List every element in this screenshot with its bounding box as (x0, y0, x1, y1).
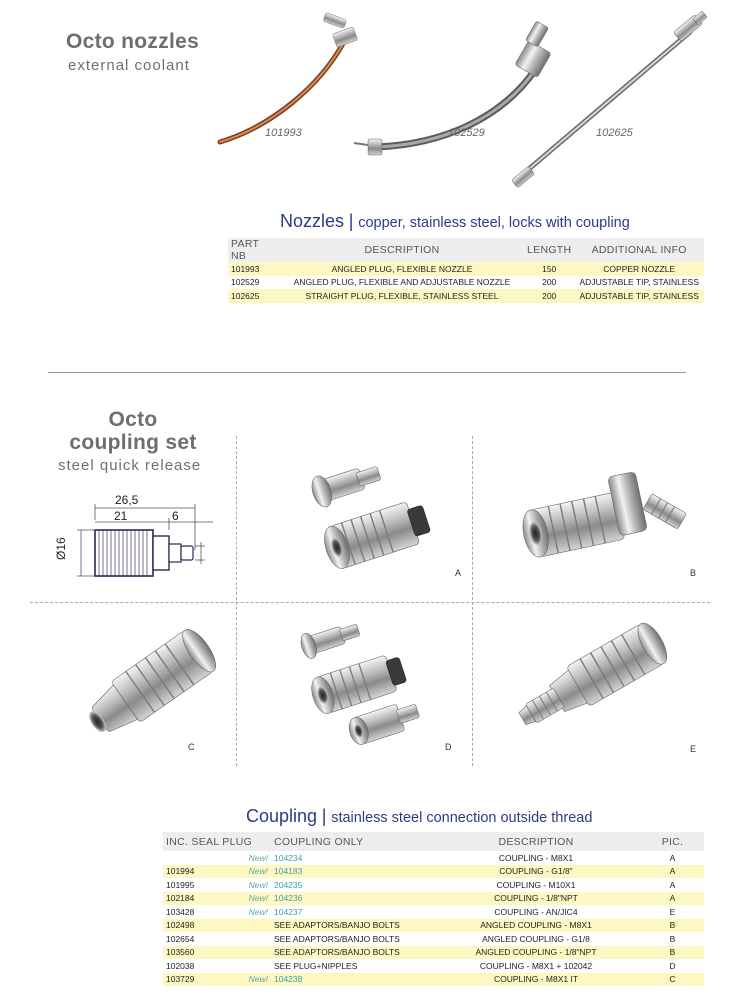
table-row (163, 919, 704, 933)
pic-label-e: E (690, 744, 697, 754)
new-badge: New! (248, 906, 268, 917)
coupling-table (163, 832, 704, 986)
col-inc-seal-plug: INC. SEAL PLUG (163, 832, 271, 851)
cell-seal-plug (163, 946, 271, 960)
cell-part: 102625 (228, 289, 280, 303)
col-additional-info: ADDITIONAL INFO (574, 238, 704, 262)
cell-coupling-only (271, 892, 431, 906)
seal-plug-part: 101995 (166, 879, 195, 890)
cell-pic: A (669, 879, 676, 890)
table-row (163, 932, 704, 946)
table-row (163, 973, 704, 987)
grid-divider-v2 (472, 436, 473, 766)
cell-description: COUPLING - M8X1 (498, 852, 574, 863)
nozzle-label-101993: 101993 (265, 127, 302, 139)
coupling-header-subtitle: steel quick release (58, 457, 202, 474)
cell-coupling-only (271, 946, 431, 960)
cell-coupling-only (271, 959, 431, 973)
coupling-pic-b-image (505, 455, 705, 575)
cell-coupling-only (271, 932, 431, 946)
cell-length: 200 (542, 277, 557, 288)
col-description: DESCRIPTION (431, 832, 641, 851)
cell-description: COUPLING - M8X1 IT (431, 973, 641, 987)
coupling-only-value: SEE ADAPTORS/BANJO BOLTS (274, 920, 400, 931)
coupling-technical-drawing (55, 488, 225, 588)
col-coupling-only: COUPLING ONLY (271, 832, 431, 851)
cell-description: STRAIGHT PLUG, FLEXIBLE, STAINLESS STEEL (280, 289, 524, 303)
cell-pic: A (641, 865, 704, 879)
cell-coupling-only (271, 919, 431, 933)
nozzles-title-subtitle: copper, stainless steel, locks with coupling (358, 215, 630, 231)
cell-description: ANGLED COUPLING - 1/8"NPT (431, 946, 641, 960)
coupling-only-value: 204235 (274, 879, 303, 890)
table-row (228, 289, 704, 303)
coupling-title-subtitle: stainless steel connection outside thread (331, 810, 593, 826)
coupling-only-value: 104238 (274, 974, 303, 985)
cell-info: ADJUSTABLE TIP, STAINLESS (579, 277, 699, 288)
coupling-header-line2: coupling set (69, 431, 197, 454)
dim-total: 26,5 (115, 493, 139, 507)
cell-pic: B (641, 919, 704, 933)
new-badge: New! (248, 866, 268, 877)
coupling-only-value: 104236 (274, 893, 303, 904)
coupling-pic-e-image (505, 615, 695, 735)
table-row (163, 851, 704, 865)
cell-pic: D (669, 960, 676, 971)
cell-description: COUPLING - G1/8" (431, 865, 641, 879)
cell-pic: A (669, 852, 676, 863)
nozzles-header-subtitle: external coolant (68, 57, 190, 74)
cell-description: COUPLING - 1/8"NPT (431, 892, 641, 906)
coupling-only-value: SEE ADAPTORS/BANJO BOLTS (274, 947, 400, 958)
cell-info: ADJUSTABLE TIP, STAINLESS (574, 289, 704, 303)
cell-description: COUPLING - M8X1 + 102042 (479, 960, 593, 971)
coupling-table-header (163, 832, 704, 851)
dim-diameter: Ø16 (54, 537, 68, 560)
table-row (228, 276, 704, 290)
cell-pic: C (641, 973, 704, 987)
coupling-section-title (246, 806, 592, 827)
table-row (163, 946, 704, 960)
nozzles-table-header (228, 238, 704, 262)
table-row (163, 892, 704, 906)
cell-pic: B (641, 946, 704, 960)
cell-seal-plug (163, 959, 271, 973)
pic-label-c: C (188, 742, 195, 752)
cell-seal-plug (163, 851, 271, 865)
cell-length: 150 (524, 262, 574, 276)
coupling-header-line1: Octo (108, 408, 158, 431)
cell-pic: E (669, 906, 676, 917)
col-description: DESCRIPTION (280, 238, 524, 262)
cell-description: ANGLED COUPLING - G1/8 (482, 933, 590, 944)
cell-coupling-only (271, 878, 431, 892)
coupling-pic-c-image (60, 620, 230, 750)
cell-coupling-only (271, 973, 431, 987)
cell-info: COPPER NOZZLE (574, 262, 704, 276)
cell-seal-plug (163, 865, 271, 879)
coupling-title-separator: | (321, 806, 327, 826)
coupling-pic-a-image (285, 445, 465, 585)
seal-plug-part: 102038 (166, 960, 195, 971)
seal-plug-part: 101994 (166, 866, 195, 877)
seal-plug-part: 103560 (166, 947, 195, 958)
table-row (228, 262, 704, 276)
grid-divider-v1 (236, 436, 237, 766)
seal-plug-part: 103428 (166, 906, 195, 917)
table-row (163, 878, 704, 892)
nozzles-section-title (280, 211, 630, 232)
nozzles-title-text: Nozzles (280, 211, 345, 231)
cell-description: ANGLED PLUG, FLEXIBLE NOZZLE (280, 262, 524, 276)
cell-length: 200 (524, 289, 574, 303)
cell-part: 102529 (231, 277, 260, 288)
cell-seal-plug (163, 919, 271, 933)
section-divider (48, 372, 686, 373)
table-row (163, 959, 704, 973)
new-badge: New! (248, 852, 268, 863)
coupling-only-value: 104237 (274, 906, 303, 917)
cell-seal-plug (163, 932, 271, 946)
coupling-title-text: Coupling (246, 806, 318, 826)
nozzle-label-102529: 102529 (448, 127, 485, 139)
seal-plug-part: 103729 (166, 974, 195, 985)
col-pic: PIC. (641, 832, 704, 851)
col-length: LENGTH (524, 238, 574, 262)
seal-plug-part: 102184 (166, 893, 195, 904)
cell-description: COUPLING - M10X1 (496, 879, 576, 890)
coupling-only-value: 104183 (274, 866, 303, 877)
dim-plug: 6 (172, 509, 179, 523)
coupling-only-value: SEE PLUG+NIPPLES (274, 960, 358, 971)
pic-label-d: D (445, 742, 452, 752)
coupling-pic-d-image (280, 610, 460, 760)
cell-seal-plug (163, 973, 271, 987)
nozzles-table (228, 238, 704, 303)
new-badge: New! (248, 879, 268, 890)
table-row (163, 905, 704, 919)
pic-label-b: B (690, 568, 697, 578)
nozzles-header-title: Octo nozzles (66, 30, 200, 53)
cell-coupling-only (271, 851, 431, 865)
seal-plug-part: 102654 (166, 933, 195, 944)
cell-pic: B (669, 933, 676, 944)
new-badge: New! (248, 974, 268, 985)
nozzle-102625-image (498, 12, 718, 192)
coupling-only-value: SEE ADAPTORS/BANJO BOLTS (274, 933, 400, 944)
grid-divider-h (30, 602, 710, 603)
cell-part: 101993 (228, 262, 280, 276)
new-badge: New! (248, 893, 268, 904)
cell-description: ANGLED COUPLING - M8X1 (431, 919, 641, 933)
cell-coupling-only (271, 865, 431, 879)
col-part-nb: PART NB (228, 238, 280, 262)
cell-pic: A (641, 892, 704, 906)
cell-description: COUPLING - AN/JIC4 (494, 906, 578, 917)
coupling-only-value: 104234 (274, 852, 303, 863)
nozzle-label-102625: 102625 (596, 127, 633, 139)
cell-seal-plug (163, 905, 271, 919)
cell-seal-plug (163, 878, 271, 892)
pic-label-a: A (455, 568, 462, 578)
dim-body: 21 (114, 509, 128, 523)
cell-description: ANGLED PLUG, FLEXIBLE AND ADJUSTABLE NOZZLE (293, 277, 511, 288)
seal-plug-part: 102498 (166, 920, 195, 931)
cell-coupling-only (271, 905, 431, 919)
table-row (163, 865, 704, 879)
cell-seal-plug (163, 892, 271, 906)
nozzles-title-separator: | (348, 211, 354, 231)
